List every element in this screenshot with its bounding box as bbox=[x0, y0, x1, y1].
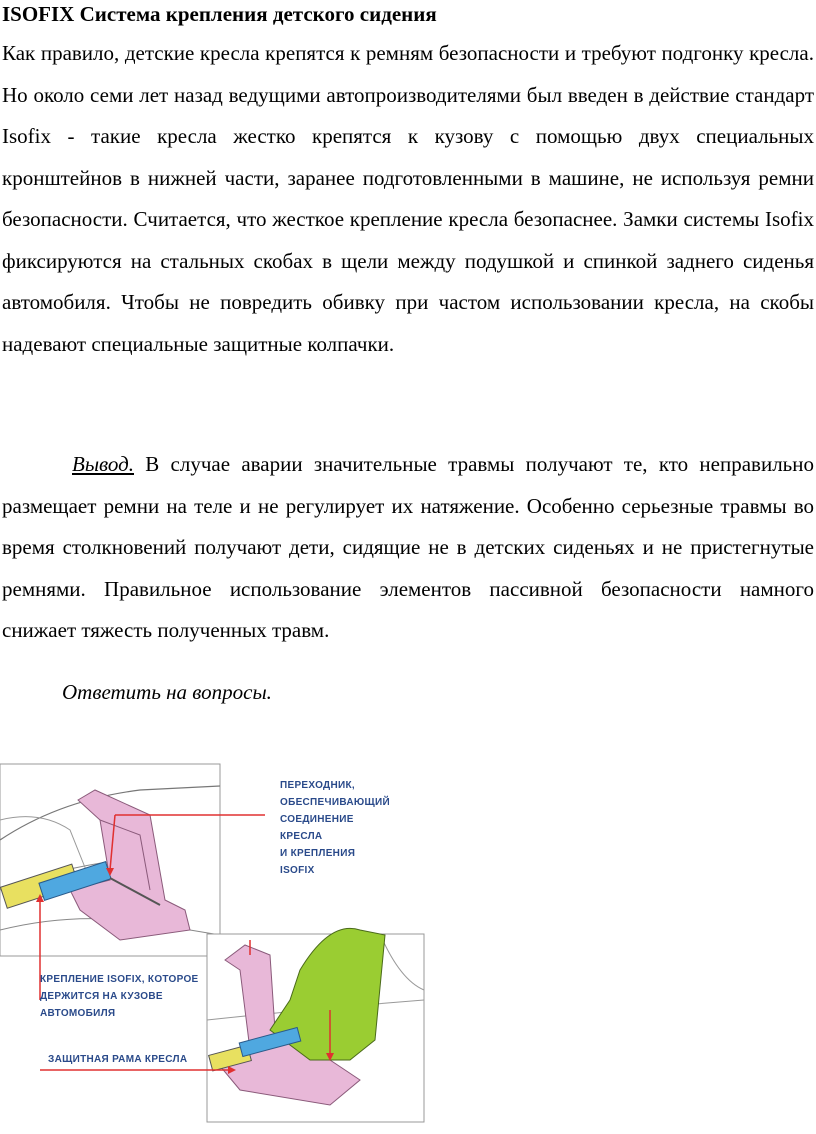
panel-bottom bbox=[40, 928, 424, 1122]
caption-isofix-mount: КРЕПЛЕНИЕ ISOFIX, КОТОРОЕ ДЕРЖИТСЯ НА КУЗОВЕ АВТОМОБИЛЯ bbox=[40, 974, 199, 1019]
conclusion-text: В случае аварии значительные травмы получают те, кто неправильно размещает ремни на теле и не регулирует их натяжение. Особенно серьезные травмы во время столкновений получают дети, сидящие не в детских сиденьях и не пристегнутые ремнями. Правильное использование элементов пассивной безопасности намного снижает тяжесть полученных травм. bbox=[2, 452, 814, 642]
paragraph-conclusion bbox=[2, 444, 814, 652]
questions-prompt: Ответить на вопросы. bbox=[62, 680, 272, 704]
isofix-illustration bbox=[0, 760, 430, 1125]
document-heading: ISOFIX Система крепления детского сидения bbox=[2, 2, 437, 26]
caption-seat-frame: ЗАЩИТНАЯ РАМА КРЕСЛА bbox=[48, 1054, 188, 1065]
conclusion-label: Вывод. bbox=[72, 452, 134, 476]
paragraph-isofix-description: Как правило, детские кресла крепятся к ремням безопасности и требуют подгонку кресла. Но около семи лет назад ведущими автопроизводителями был введен в действие стандарт Isofix - такие кресла жестко крепятся к кузову с помощью двух специальных кронштейнов в нижней части, заранее подготовленными в машине, не используя ремни безопасности. Считается, что жесткое крепление кресла безопаснее. Замки системы Isofix фиксируются на стальных скобах в щели между подушкой и спинкой заднего сиденья автомобиля. Чтобы не повредить обивку при частом использовании кресла, на скобы надевают специальные защитные колпачки. bbox=[2, 41, 814, 356]
caption-adapter: ПЕРЕХОДНИК, ОБЕСПЕЧИВАЮЩИЙ СОЕДИНЕНИЕ КРЕСЛА И КРЕПЛЕНИЯ ISOFIX bbox=[280, 780, 390, 876]
